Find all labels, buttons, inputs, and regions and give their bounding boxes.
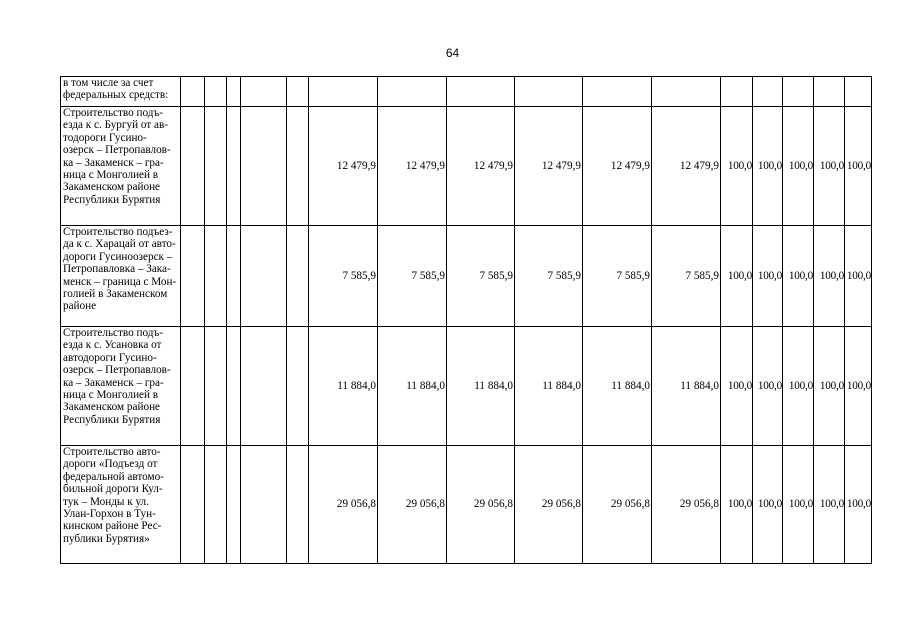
- percent-cell: 100,0: [845, 446, 872, 564]
- amount-cell: 29 056,8: [447, 446, 515, 564]
- amount-cell: 11 884,0: [447, 327, 515, 446]
- percent-cell: [845, 77, 872, 107]
- table-row: [61, 327, 872, 446]
- table-row: [61, 226, 872, 327]
- empty-cell: [287, 226, 309, 327]
- percent-cell: 100,0: [845, 107, 872, 226]
- row-name-line: федеральной автомо-: [63, 470, 164, 483]
- empty-cell: [227, 77, 241, 107]
- amount-cell: 29 056,8: [378, 446, 447, 564]
- amount-cell: 11 884,0: [515, 327, 583, 446]
- row-name-cell: [61, 446, 181, 564]
- empty-cell: [287, 77, 309, 107]
- amount-cell: 29 056,8: [309, 446, 378, 564]
- amount-cell: 12 479,9: [583, 107, 652, 226]
- amount-cell: 12 479,9: [378, 107, 447, 226]
- empty-cell: [287, 446, 309, 564]
- percent-cell: [721, 77, 753, 107]
- amount-cell: 7 585,9: [378, 226, 447, 327]
- row-name-line: Строительство подъез-: [63, 226, 173, 238]
- amount-cell: 7 585,9: [515, 226, 583, 327]
- empty-cell: [205, 327, 227, 446]
- amount-cell: 29 056,8: [652, 446, 721, 564]
- amount-cell: [447, 77, 515, 107]
- empty-cell: [227, 226, 241, 327]
- row-name-cell: [61, 77, 181, 107]
- percent-cell: [753, 77, 783, 107]
- row-name-line: федеральных средств:: [63, 89, 169, 102]
- empty-cell: [227, 446, 241, 564]
- row-name-line: тук – Монды к ул.: [63, 495, 149, 508]
- row-name-line: менск – граница с Мон-: [63, 275, 177, 288]
- amount-cell: [309, 77, 378, 107]
- row-name-line: Строительство авто-: [63, 446, 161, 458]
- amount-cell: 7 585,9: [309, 226, 378, 327]
- amount-cell: 7 585,9: [652, 226, 721, 327]
- row-name-line: районе: [63, 300, 97, 313]
- amount-cell: 7 585,9: [583, 226, 652, 327]
- percent-cell: 100,0: [753, 107, 783, 226]
- empty-cell: [227, 327, 241, 446]
- row-name-line: Республики Бурятия: [63, 413, 161, 426]
- row-name-cell: [61, 107, 181, 226]
- row-name-line: автодороги Гусино-: [63, 351, 157, 364]
- amount-cell: 7 585,9: [447, 226, 515, 327]
- row-name-line: ка – Закаменск – гра-: [63, 376, 164, 389]
- percent-cell: 100,0: [814, 226, 845, 327]
- percent-cell: 100,0: [753, 446, 783, 564]
- percent-cell: [814, 77, 845, 107]
- empty-cell: [181, 77, 205, 107]
- row-name-line: Республики Бурятия: [63, 193, 161, 206]
- row-name-line: Петропавловка – Зака-: [63, 263, 171, 276]
- row-name-line: тодороги Гусино-: [63, 131, 147, 144]
- empty-cell: [181, 107, 205, 226]
- empty-cell: [205, 107, 227, 226]
- empty-cell: [205, 77, 227, 107]
- percent-cell: 100,0: [814, 107, 845, 226]
- table-row: [61, 446, 872, 564]
- row-name-line: Закаменском районе: [63, 401, 161, 414]
- percent-cell: 100,0: [783, 446, 814, 564]
- amount-cell: 11 884,0: [583, 327, 652, 446]
- empty-cell: [287, 327, 309, 446]
- percent-cell: [783, 77, 814, 107]
- amount-cell: 12 479,9: [515, 107, 583, 226]
- row-name-line: ка – Закаменск – гра-: [63, 156, 164, 169]
- row-name-cell: [61, 226, 181, 327]
- row-name-line: Строительство подъ-: [63, 107, 163, 119]
- row-name-line: Улан-Горхон в Тун-: [63, 508, 156, 521]
- row-name-line: голией в Закаменском: [63, 288, 168, 301]
- empty-cell: [205, 446, 227, 564]
- row-name-line: дороги Гусиноозерск –: [63, 250, 173, 263]
- amount-cell: [583, 77, 652, 107]
- empty-cell: [287, 107, 309, 226]
- empty-cell: [227, 107, 241, 226]
- row-name-line: езда к с. Усановка от: [63, 339, 162, 352]
- percent-cell: 100,0: [814, 327, 845, 446]
- row-name-line: Строительство подъ-: [63, 327, 163, 339]
- row-name-line: Закаменском районе: [63, 181, 161, 194]
- percent-cell: 100,0: [753, 226, 783, 327]
- row-name-line: кинском районе Рес-: [63, 520, 162, 533]
- amount-cell: 29 056,8: [515, 446, 583, 564]
- budget-table: [60, 76, 872, 564]
- page-number: 64: [445, 46, 460, 60]
- empty-cell: [241, 226, 287, 327]
- table-row: [61, 107, 872, 226]
- percent-cell: 100,0: [783, 327, 814, 446]
- empty-cell: [241, 107, 287, 226]
- empty-cell: [241, 327, 287, 446]
- row-name-line: озерск – Петропавлов-: [63, 144, 171, 157]
- empty-cell: [241, 446, 287, 564]
- amount-cell: [515, 77, 583, 107]
- empty-cell: [205, 226, 227, 327]
- percent-cell: 100,0: [845, 327, 872, 446]
- amount-cell: 12 479,9: [652, 107, 721, 226]
- percent-cell: 100,0: [814, 446, 845, 564]
- percent-cell: 100,0: [783, 107, 814, 226]
- row-name-line: публики Бурятия»: [63, 532, 150, 545]
- amount-cell: 29 056,8: [583, 446, 652, 564]
- amount-cell: 12 479,9: [309, 107, 378, 226]
- row-name-line: ница с Монголией в: [63, 169, 159, 182]
- amount-cell: 11 884,0: [309, 327, 378, 446]
- percent-cell: 100,0: [783, 226, 814, 327]
- row-name-line: дороги «Подъезд от: [63, 458, 158, 471]
- row-name-line: да к с. Харацай от авто-: [63, 238, 176, 251]
- empty-cell: [181, 446, 205, 564]
- amount-cell: 12 479,9: [447, 107, 515, 226]
- amount-cell: [652, 77, 721, 107]
- row-name-cell: [61, 327, 181, 446]
- empty-cell: [241, 77, 287, 107]
- amount-cell: [378, 77, 447, 107]
- percent-cell: 100,0: [845, 226, 872, 327]
- percent-cell: 100,0: [721, 327, 753, 446]
- percent-cell: 100,0: [753, 327, 783, 446]
- amount-cell: 11 884,0: [652, 327, 721, 446]
- empty-cell: [181, 327, 205, 446]
- amount-cell: 11 884,0: [378, 327, 447, 446]
- empty-cell: [181, 226, 205, 327]
- table-row: [61, 77, 872, 107]
- percent-cell: 100,0: [721, 446, 753, 564]
- row-name-line: ница с Монголией в: [63, 389, 159, 402]
- row-name-line: озерск – Петропавлов-: [63, 364, 171, 377]
- percent-cell: 100,0: [721, 226, 753, 327]
- row-name-line: в том числе за счет: [63, 77, 154, 89]
- row-name-line: бильной дороги Кул-: [63, 483, 163, 496]
- percent-cell: 100,0: [721, 107, 753, 226]
- row-name-line: езда к с. Бургуй от ав-: [63, 119, 168, 132]
